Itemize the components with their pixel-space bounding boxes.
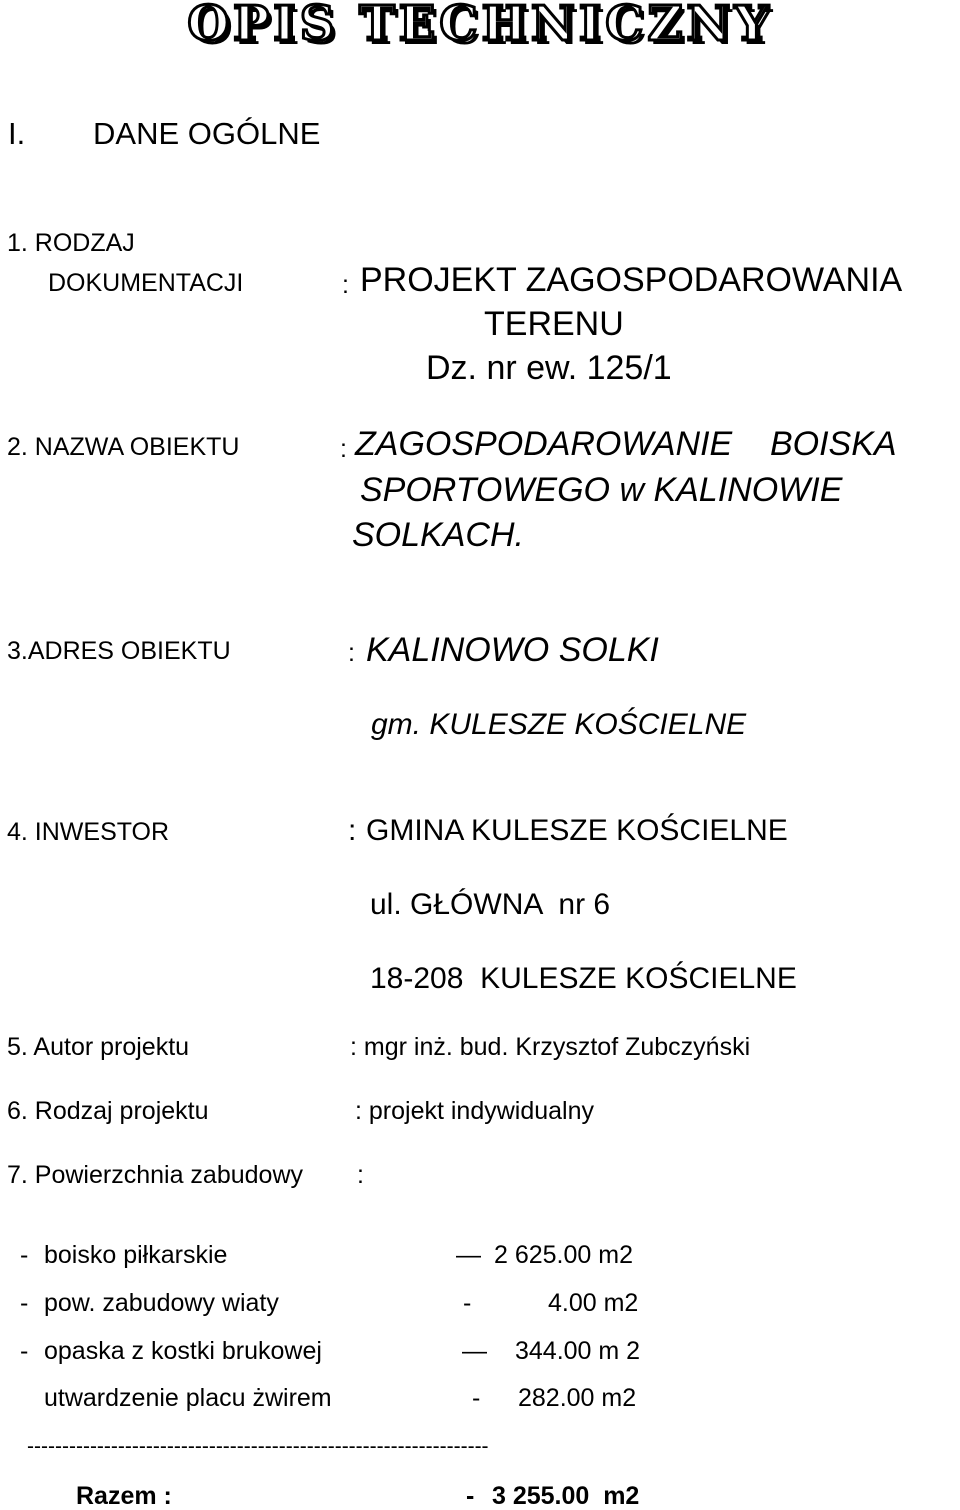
section-heading: DANE OGÓLNE xyxy=(93,116,321,151)
area-row-3-separator: — xyxy=(462,1337,487,1365)
item-4-value-line-2: ul. GŁÓWNA nr 6 xyxy=(370,888,611,921)
item-1-value-line-2: TERENU xyxy=(484,305,624,343)
item-4-value-line-3: 18-208 KULESZE KOŚCIELNE xyxy=(370,962,797,995)
item-4-label: 4. INWESTOR xyxy=(7,818,170,846)
item-5-value: : mgr inż. bud. Krzysztof Zubczyński xyxy=(350,1033,751,1061)
area-row-4-name: utwardzenie placu żwirem xyxy=(44,1384,332,1412)
area-row-2-prefix: - xyxy=(20,1289,29,1317)
total-separator: - xyxy=(466,1482,475,1510)
total-label: Razem : xyxy=(76,1482,172,1510)
item-6-value: : projekt indywidualny xyxy=(355,1097,595,1125)
item-3-value-line-2: gm. KULESZE KOŚCIELNE xyxy=(371,708,747,741)
item-6-label: 6. Rodzaj projektu xyxy=(7,1097,209,1125)
area-row-2-name: pow. zabudowy wiaty xyxy=(44,1289,279,1317)
item-1-value-line-3: Dz. nr ew. 125/1 xyxy=(426,349,672,387)
item-1-label-line-2: DOKUMENTACJI xyxy=(48,269,244,297)
summary-separator: ------------------------------------------------------------------ xyxy=(27,1435,489,1458)
item-2-label: 2. NAZWA OBIEKTU xyxy=(7,433,240,461)
item-3-label: 3.ADRES OBIEKTU xyxy=(7,637,231,665)
item-2-colon: : xyxy=(340,435,347,463)
area-row-1-name: boisko piłkarskie xyxy=(44,1241,228,1269)
area-row-1-separator: — xyxy=(456,1241,481,1269)
item-3-value-line-1: KALINOWO SOLKI xyxy=(366,631,659,669)
item-5-label: 5. Autor projektu xyxy=(7,1033,190,1061)
item-1-colon: : xyxy=(342,271,349,299)
item-2-value-line-3: SOLKACH. xyxy=(352,516,524,554)
item-7-label: 7. Powierzchnia zabudowy xyxy=(7,1161,303,1189)
item-2-value-line-1: ZAGOSPODAROWANIE BOISKA xyxy=(355,425,897,463)
area-row-2-amount: 4.00 m2 xyxy=(548,1289,639,1317)
item-7-colon: : xyxy=(357,1161,364,1189)
section-number: I. xyxy=(8,116,26,151)
document-title: OPIS TECHNICZNY xyxy=(187,0,773,52)
area-row-3-amount: 344.00 m 2 xyxy=(515,1337,641,1365)
area-row-4-separator: - xyxy=(472,1384,481,1412)
item-1-label-line-1: 1. RODZAJ xyxy=(7,229,135,257)
area-row-3-name: opaska z kostki brukowej xyxy=(44,1337,322,1365)
area-row-3-prefix: - xyxy=(20,1337,29,1365)
item-3-colon: : xyxy=(348,639,355,667)
area-row-1-prefix: - xyxy=(20,1241,29,1269)
area-row-2-separator: - xyxy=(463,1289,472,1317)
item-1-value-line-1: PROJEKT ZAGOSPODAROWANIA xyxy=(360,261,903,299)
item-4-value-line-1: GMINA KULESZE KOŚCIELNE xyxy=(366,814,788,847)
item-2-value-line-2: SPORTOWEGO w KALINOWIE xyxy=(360,471,843,509)
total-amount: 3 255.00 m2 xyxy=(492,1482,640,1510)
area-row-4-amount: 282.00 m2 xyxy=(518,1384,637,1412)
item-4-colon: : xyxy=(348,814,357,847)
area-row-1-amount: 2 625.00 m2 xyxy=(494,1241,633,1269)
